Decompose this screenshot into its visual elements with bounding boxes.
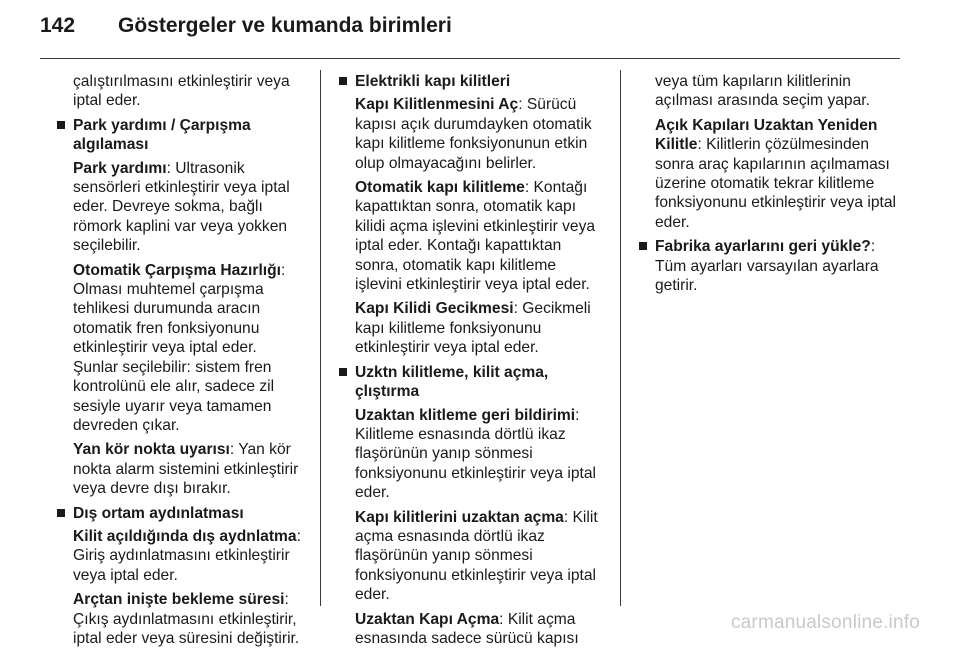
term: Uzaktan Kapı Açma — [355, 610, 500, 628]
term: Otomatik Çarpışma Hazırlığı — [73, 261, 281, 279]
description: : Ultrasonik sensörleri etkinleştirir veya iptal eder. Devreye sokma, bağlı römork kaplini var veya yokken seçilebilir. — [73, 159, 290, 255]
column-3 — [637, 72, 905, 299]
paragraph — [55, 440, 305, 498]
term: Kapı Kilidi Gecikmesi — [355, 300, 514, 318]
description: : Giriş aydınlatmasını etkinleştirir veya iptal eder. — [73, 527, 301, 584]
description: : Sürücü kapısı açık durumdayken otomatik kapı kilitleme fonksiyonunun etkin olup olmayacağını belirler. — [355, 96, 592, 172]
column-2 — [337, 72, 607, 653]
bullet-remote-lock — [337, 363, 607, 402]
description: : Yan kör nokta alarm sistemini etkinleştirir veya devre dışı bırakır. — [73, 441, 299, 498]
watermark: carmanualsonline.info — [730, 612, 920, 633]
bullet-park-assist — [55, 116, 305, 155]
page-title: Göstergeler ve kumanda birimleri — [118, 14, 452, 37]
paragraph — [55, 527, 305, 585]
bullet-title: Uzktn kilitleme, kilit açma, çlıştırma — [355, 363, 549, 401]
bullet-square-icon — [57, 509, 65, 517]
bullet-square-icon — [339, 368, 347, 376]
bullet-square-icon — [57, 121, 65, 129]
bullet-title: Park yardımı / Çarpışma algılaması — [73, 116, 251, 154]
term: Uzaktan klitleme geri bildirimi — [355, 406, 576, 424]
description: : Tüm ayarları varsayılan ayarlara getirir. — [655, 238, 879, 295]
continued-text: çalıştırılmasını etkinleştirir veya iptal eder. — [73, 73, 290, 110]
paragraph — [337, 178, 607, 294]
bullet-square-icon — [639, 242, 647, 250]
column-1 — [55, 72, 305, 653]
paragraph — [337, 299, 607, 357]
term: Fabrika ayarlarını geri yükle? — [655, 238, 871, 256]
bullet-title: Dış ortam aydınlatması — [73, 504, 244, 522]
term: Kilit açıldığında dış aydnlatma — [73, 527, 297, 545]
paragraph — [337, 95, 607, 173]
term: Arçtan inişte bekleme süresi — [73, 591, 285, 609]
description: : Gecikmeli kapı kilitleme fonksiyonunu etkinleştirir veya iptal eder. — [355, 300, 591, 357]
bullet-square-icon — [339, 77, 347, 85]
column-divider-1 — [320, 70, 321, 606]
continued-text: veya tüm kapıların kilitlerinin açılması arasında seçim yapar. — [655, 73, 870, 110]
paragraph — [55, 590, 305, 648]
description: : Kilitlerin çözülmesinden sonra araç kapılarının açılmaması üzerine otomatik tekrar kilitleme fonksiyonunu etkinleştirir veya iptal eder. — [655, 136, 896, 231]
term: Kapı Kilitlenmesini Aç — [355, 96, 519, 114]
description: : Olması muhtemel çarpışma tehlikesi durumunda aracın otomatik fren fonksiyonunu etkinleştirir veya iptal eder. Şunlar seçilebilir: sistem fren kontrolünü ele alır, sadece zil sesiyle uyarır veya tamamen devreden çıkar. — [73, 261, 286, 434]
term: Açık Kapıları Uzaktan Yeniden Kilitle — [655, 116, 878, 154]
bullet-factory-reset — [637, 237, 905, 295]
paragraph — [55, 261, 305, 436]
description: : Kilit açma esnasında dörtlü ikaz flaşörünün yanıp sönmesi fonksiyonunu etkinleştirir veya iptal eder. — [355, 508, 598, 604]
paragraph — [337, 610, 607, 649]
bullet-title: Elektrikli kapı kilitleri — [355, 73, 511, 90]
description: : Kontağı kapattıktan sonra, otomatik kapı kilidi açma işlevini etkinleştirir veya iptal eder. Kontağı kapattıktan sonra, otomatik kapı kilitleme işlevini etkinleştirir veya iptal eder. — [355, 179, 596, 294]
description: : Kilit açma esnasında sadece sürücü kapısı — [355, 610, 579, 647]
paragraph — [637, 116, 905, 232]
page-header — [0, 0, 960, 58]
term: Park yardımı — [73, 159, 167, 177]
paragraph — [337, 406, 607, 503]
description: : Çıkış aydınlatmasını etkinleştirir, iptal eder veya süresini değiştirir. — [73, 591, 300, 647]
bullet-exterior-lighting — [55, 504, 305, 523]
page-number: 142 — [40, 14, 76, 37]
paragraph — [337, 508, 607, 605]
term: Kapı kilitlerini uzaktan açma — [355, 508, 564, 526]
paragraph — [55, 159, 305, 256]
header-divider — [40, 58, 900, 59]
column-divider-2 — [620, 70, 621, 606]
term: Otomatik kapı kilitleme — [355, 179, 525, 197]
term: Yan kör nokta uyarısı — [73, 441, 230, 459]
description: : Kilitleme esnasında dörtlü ikaz flaşörünün yanıp sönmesi fonksiyonunu etkinleştirir veya iptal eder. — [355, 406, 596, 502]
bullet-power-door-locks — [337, 72, 607, 91]
